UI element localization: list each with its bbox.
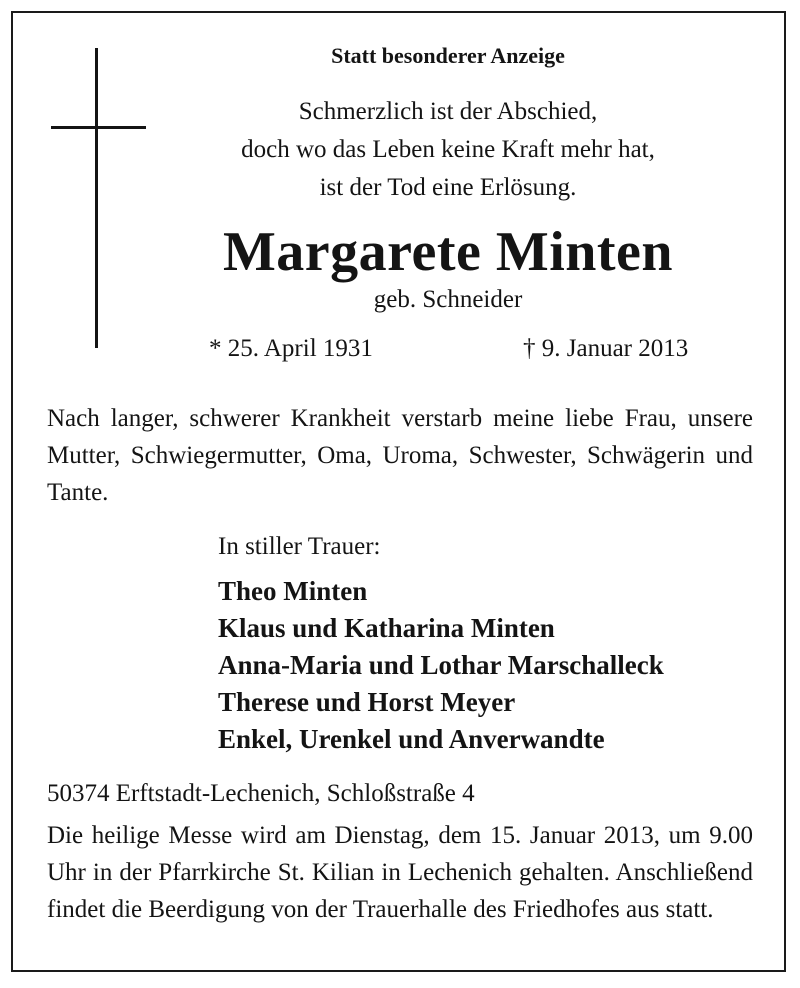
mourning-label: In stiller Trauer: [218,533,381,560]
memorial-verse [153,93,743,207]
verse-line: Schmerzlich ist der Abschied, [298,98,598,125]
cross-vertical-bar [95,48,98,348]
obituary-notice [11,11,786,972]
maiden-name: geb. Schneider [373,286,523,313]
birth-date: * 25. April 1931 [209,335,373,362]
mourner-name: Therese und Horst Meyer [218,687,516,717]
mourners-list [218,573,664,758]
notice-headline: Statt besonderer Anzeige [331,43,565,68]
mourner-name: Theo Minten [218,576,368,606]
cross-horizontal-bar [51,126,146,129]
death-date: † 9. Januar 2013 [523,335,689,362]
family-address: 50374 Erftstadt-Lechenich, Schloßstraße 4 [47,780,475,807]
deceased-name: Margarete Minten [222,221,674,283]
announcement-text: Nach langer, schwerer Krankheit verstarb meine liebe Frau, unsere Mutter, Schwiegermutter, Oma, Uroma, Schwester, Schwägerin und Tante. [47,405,753,506]
mourner-name: Enkel, Urenkel und Anverwandte [218,724,605,754]
verse-line: doch wo das Leben keine Kraft mehr hat, [241,136,655,163]
mourner-name: Klaus und Katharina Minten [218,613,555,643]
verse-line: ist der Tod eine Erlösung. [319,174,577,201]
service-info-text: Die heilige Messe wird am Dienstag, dem 15. Januar 2013, um 9.00 Uhr in der Pfarrkirche St. Kilian in Lechenich gehalten. Anschließend findet die Beerdigung von der Trauerhalle des Friedhofes aus statt. [47,822,753,923]
mourner-name: Anna-Maria und Lothar Marschalleck [218,650,664,680]
